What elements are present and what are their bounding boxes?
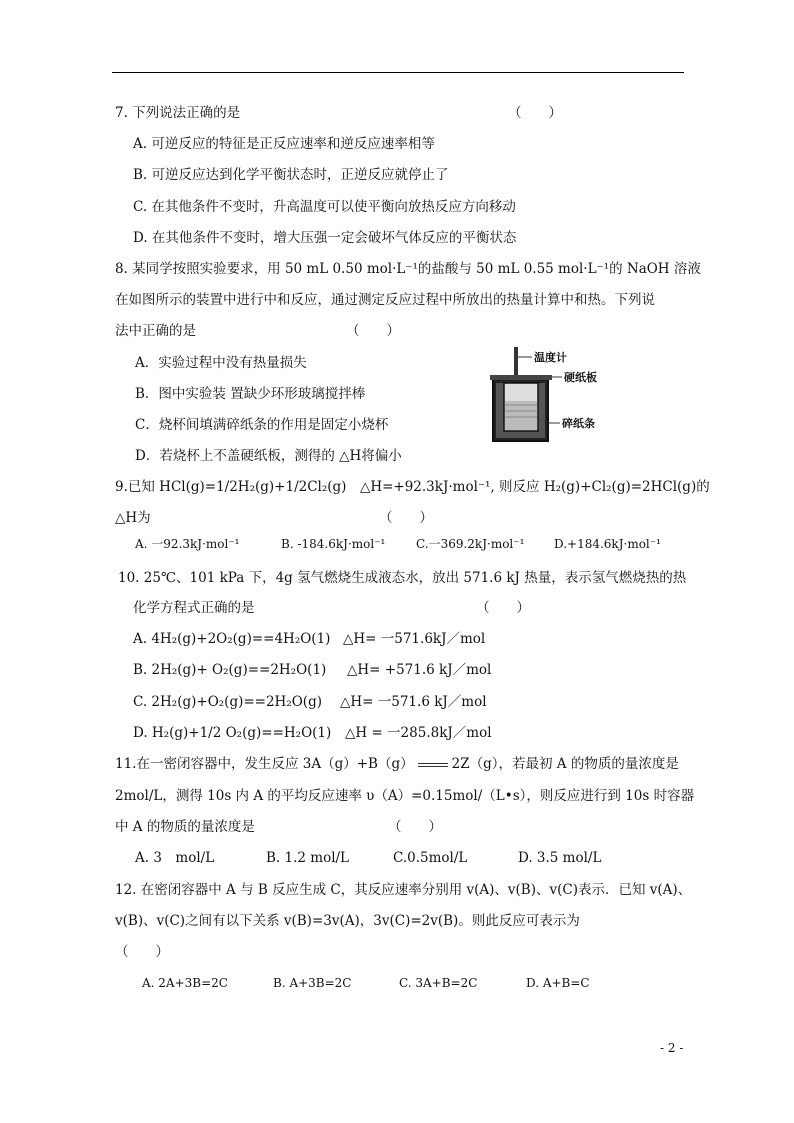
q12-stem-line2: v(B)、v(C)之间有以下关系 v(B)=3v(A)，3v(C)=2v(B)。则此反应可表示为	[115, 913, 580, 929]
q7-stem: 7. 下列说法正确的是	[115, 105, 241, 121]
q10-option-b-enthalpy: △H= +571.6 kJ／mol	[347, 662, 492, 678]
q12-option-d: D. A+B=C	[526, 976, 590, 990]
q11-stem-line1-pre: 11.在一密闭容器中，发生反应 3A（g）+B（g）	[115, 756, 414, 772]
q11-stem-line1-post: 2Z（g），若最初 A 的物质的量浓度是	[451, 756, 679, 772]
q9-option-c: C.一369.2kJ·mol⁻¹	[416, 537, 525, 551]
q7-option-a: A. 可逆反应的特征是正反应速率和逆反应速率相等	[133, 136, 435, 152]
q7-answer-paren: （ ）	[508, 105, 562, 121]
q10-option-a-enthalpy: △H= 一571.6kJ／mol	[343, 631, 486, 647]
q9-stem-line1: 9.已知 HCl(g)=1/2H₂(g)+1/2Cl₂(g) △H=+92.3kJ·mol⁻¹, 则反应 H₂(g)+Cl₂(g)=2HCl(g)的	[115, 479, 710, 495]
q12-option-c: C. 3A+B=2C	[399, 976, 478, 990]
q9-option-d: D.+184.6kJ·mol⁻¹	[554, 537, 661, 551]
label-thermometer: 温度计	[534, 352, 567, 364]
q8-option-b: B．图中实验装 置缺少环形玻璃搅拌棒	[135, 386, 366, 402]
q9-option-a: A. 一92.3kJ·mol⁻¹	[135, 537, 240, 551]
calorimeter-apparatus-figure	[490, 345, 680, 445]
q10-stem-line2: 化学方程式正确的是	[133, 600, 255, 616]
q10-option-b-equation: B. 2H₂(g)+ O₂(g)==2H₂O(1)	[133, 662, 327, 678]
q9-stem-line2: △H为	[115, 510, 151, 526]
q8-stem-line1: 8. 某同学按照实验要求，用 50 mL 0.50 mol·L⁻¹的盐酸与 50 mL 0.55 mol·L⁻¹的 NaOH 溶液	[115, 261, 701, 277]
q8-stem-line2: 在如图所示的装置中进行中和反应，通过测定反应过程中所放出的热量计算中和热。下列说	[115, 292, 655, 308]
q10-stem-line1: 10. 25℃、101 kPa 下，4g 氢气燃烧生成液态水，放出 571.6 kJ 热量，表示氢气燃烧热的热	[118, 570, 687, 586]
q12-option-a: A. 2A+3B=2C	[142, 976, 228, 990]
q10-option-d-equation: D. H₂(g)+1/2 O₂(g)==H₂O(1)	[133, 725, 332, 741]
q11-option-b: B. 1.2 mol/L	[266, 850, 350, 866]
page-number: - 2 -	[660, 1041, 684, 1055]
q10-option-c-enthalpy: △H= 一571.6 kJ／mol	[340, 694, 487, 710]
label-cardboard: 硬纸板	[564, 372, 597, 384]
q8-option-d: D．若烧杯上不盖硬纸板，测得的 △H将偏小	[135, 448, 402, 464]
q7-option-c: C. 在其他条件不变时，升高温度可以使平衡向放热反应方向移动	[133, 199, 516, 215]
q12-option-b: B. A+3B=2C	[273, 976, 352, 990]
reversible-arrow-icon	[418, 762, 448, 768]
q7-option-d: D. 在其他条件不变时，增大压强一定会破坏气体反应的平衡状态	[133, 230, 517, 246]
q7-option-b: B. 可逆反应达到化学平衡状态时，正逆反应就停止了	[133, 167, 449, 183]
q8-answer-paren: （ ）	[346, 323, 400, 339]
q11-stem-line3: 中 A 的物质的量浓度是	[115, 819, 255, 835]
q10-option-c-equation: C. 2H₂(g)+O₂(g)==2H₂O(g)	[133, 694, 322, 710]
q11-option-a: A. 3 mol/L	[135, 850, 215, 866]
q12-stem-line1: 12. 在密闭容器中 A 与 B 反应生成 C，其反应速率分别用 v(A)、v(B)、v(C)表示．已知 v(A)、	[115, 882, 692, 898]
q8-option-c: C．烧杯间填满碎纸条的作用是固定小烧杯	[135, 417, 389, 433]
q8-stem-line3: 法中正确的是	[115, 323, 196, 339]
q10-answer-paren: （ ）	[476, 600, 530, 616]
q11-stem-line2: 2mol/L，测得 10s 内 A 的平均反应速率 υ（A）=0.15mol/（L•s），则反应进行到 10s 时容器	[115, 788, 695, 804]
label-shredded-paper: 碎纸条	[562, 418, 595, 430]
q9-option-b: B. -184.6kJ·mol⁻¹	[281, 537, 386, 551]
q11-answer-paren: （ ）	[388, 819, 442, 835]
q11-option-d: D. 3.5 mol/L	[518, 850, 602, 866]
q9-answer-paren: （ ）	[379, 510, 433, 526]
cardboard-lid-icon	[490, 375, 552, 380]
q10-option-a-equation: A. 4H₂(g)+2O₂(g)==4H₂O(1)	[133, 631, 331, 647]
q12-answer-paren: （ ）	[115, 944, 169, 960]
q11-stem-line1	[115, 754, 679, 774]
header-rule	[112, 72, 684, 73]
q10-option-d-enthalpy: △H = 一285.8kJ／mol	[345, 725, 492, 741]
q8-option-a: A．实验过程中没有热量损失	[135, 355, 307, 371]
q11-option-c: C.0.5mol/L	[393, 850, 468, 866]
